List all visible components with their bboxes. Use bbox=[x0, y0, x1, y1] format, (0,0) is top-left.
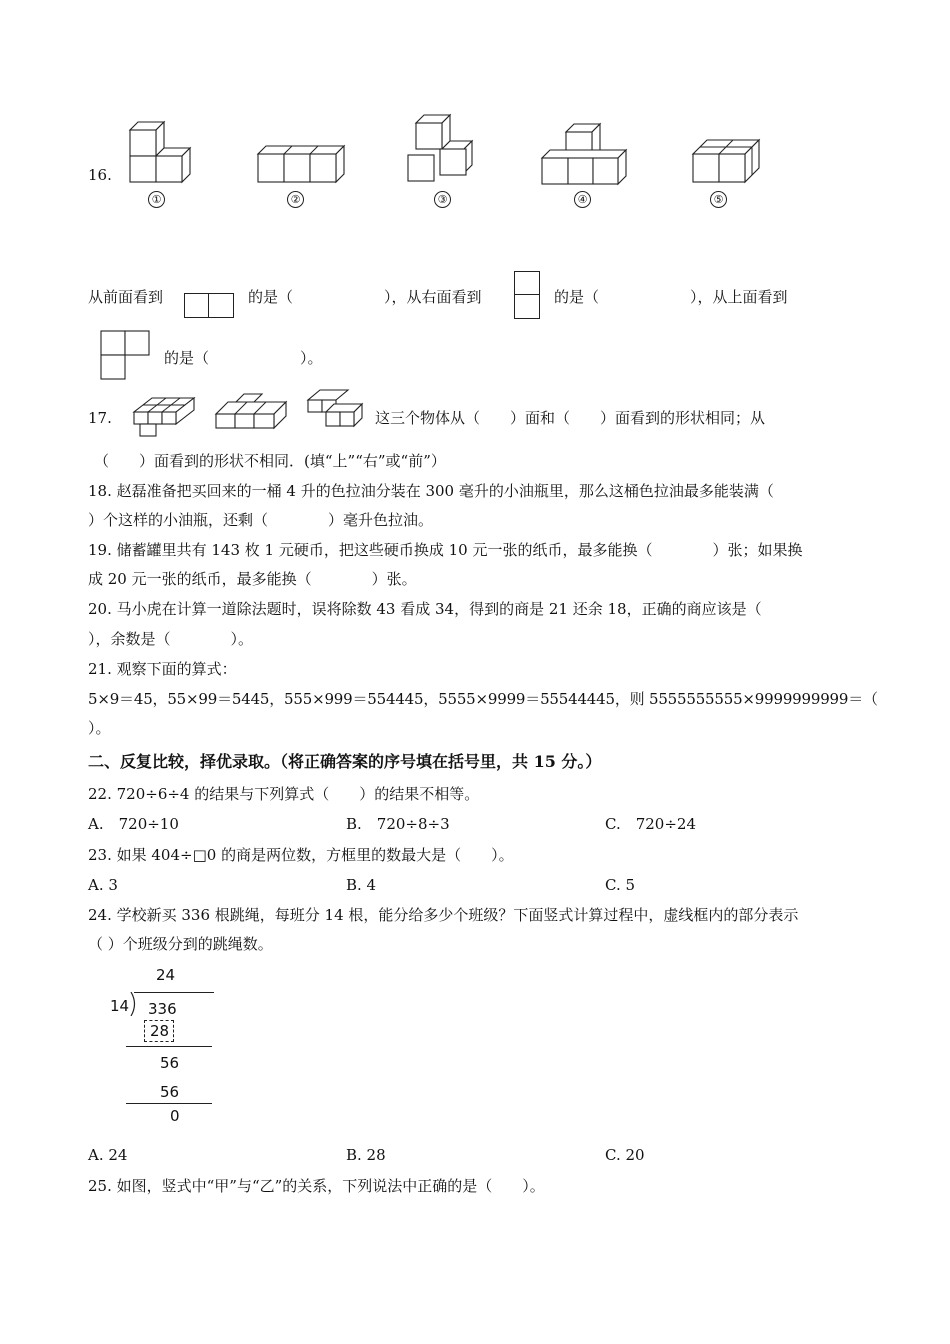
q24-line-2: （ ）个班级分到的跳绳数。 bbox=[88, 935, 273, 953]
q16-close-text-1: ），从右面看到 bbox=[384, 288, 482, 306]
q24-option-a[interactable]: A. 24 bbox=[88, 1146, 128, 1164]
division-quotient: 24 bbox=[156, 966, 176, 984]
q21-line-3: ）。 bbox=[88, 719, 111, 737]
q16-is-text-2: 的是（ bbox=[554, 288, 600, 306]
q16-close-text-2: ），从上面看到 bbox=[690, 288, 788, 306]
q16-top-view-shape bbox=[100, 330, 152, 380]
q23-option-a[interactable]: A. 3 bbox=[88, 876, 118, 894]
q22-option-a[interactable]: A. 720÷10 bbox=[88, 815, 179, 833]
q25-stem: 25. 如图，竖式中“甲”与“乙”的关系，下列说法中正确的是（ ）。 bbox=[88, 1177, 545, 1195]
q16-figure-4 bbox=[540, 120, 630, 186]
q21-line-2: 5×9＝45，55×99＝5445，555×999＝554445，5555×9999＝55544445，则 5555555555×9999999999＝（ bbox=[88, 690, 878, 708]
division-divisor: 14 bbox=[110, 997, 130, 1015]
q19-line-2: 成 20 元一张的纸币，最多能换（ ）张。 bbox=[88, 570, 417, 588]
q16-right-view-shape bbox=[514, 271, 540, 319]
q16-is-text-3: 的是（ bbox=[164, 349, 210, 367]
q22-option-c[interactable]: C. 720÷24 bbox=[605, 815, 696, 833]
division-step-1: 28 bbox=[150, 1022, 170, 1040]
q17-object-1 bbox=[128, 396, 202, 438]
q24-option-b[interactable]: B. 28 bbox=[346, 1146, 386, 1164]
q17-line-2: （ ）面看到的形状不相同．(填“上”“右”或“前”） bbox=[94, 452, 446, 470]
q18-line-1: 18. 赵磊准备把买回来的一桶 4 升的色拉油分装在 300 毫升的小油瓶里，那么这桶色拉油最多能装满（ bbox=[88, 482, 774, 500]
q16-front-view-shape bbox=[184, 293, 234, 318]
q18-line-2: ）个这样的小油瓶，还剩（ ）毫升色拉油。 bbox=[88, 511, 434, 529]
q17-object-3 bbox=[304, 388, 366, 432]
q16-number: 16. bbox=[88, 166, 112, 184]
q17-line-1: 这三个物体从（ ）面和（ ）面看到的形状相同；从 bbox=[375, 409, 766, 427]
q17-number: 17. bbox=[88, 409, 112, 427]
q22-option-b[interactable]: B. 720÷8÷3 bbox=[346, 815, 450, 833]
q20-line-1: 20. 马小虎在计算一道除法题时，误将除数 43 看成 34，得到的商是 21 还余 18，正确的商应该是（ bbox=[88, 600, 762, 618]
q23-stem: 23. 如果 404÷□0 的商是两位数，方框里的数最大是（ ）。 bbox=[88, 846, 514, 864]
division-step-2: 56 bbox=[160, 1054, 180, 1072]
division-step-3: 56 bbox=[160, 1083, 180, 1101]
q16-figure-1 bbox=[126, 118, 196, 184]
q16-label-5: ⑤ bbox=[710, 191, 727, 208]
q20-line-2: ），余数是（ ）。 bbox=[88, 630, 254, 648]
q16-label-3: ③ bbox=[434, 191, 451, 208]
q17-object-2 bbox=[214, 392, 290, 432]
q16-label-2: ② bbox=[287, 191, 304, 208]
q16-close-text-3: ）。 bbox=[300, 349, 323, 367]
q16-is-text-1: 的是（ bbox=[248, 288, 294, 306]
q16-label-1: ① bbox=[148, 191, 165, 208]
q19-line-1: 19. 储蓄罐里共有 143 枚 1 元硬币，把这些硬币换成 10 元一张的纸币，最多能换（ ）张；如果换 bbox=[88, 541, 803, 559]
section-2-title: 二、反复比较，择优录取。（将正确答案的序号填在括号里，共 15 分。） bbox=[88, 752, 602, 771]
q16-front-text: 从前面看到 bbox=[88, 288, 164, 306]
q23-option-c[interactable]: C. 5 bbox=[605, 876, 636, 894]
division-remainder: 0 bbox=[170, 1107, 180, 1125]
division-dividend: 336 bbox=[148, 1000, 177, 1018]
q16-figure-3 bbox=[404, 113, 478, 185]
q23-option-b[interactable]: B. 4 bbox=[346, 876, 377, 894]
q16-figure-2 bbox=[254, 144, 346, 184]
long-division bbox=[100, 962, 230, 1132]
q16-label-4: ④ bbox=[574, 191, 591, 208]
q16-figure-5 bbox=[689, 138, 763, 186]
q22-stem: 22. 720÷6÷4 的结果与下列算式（ ）的结果不相等。 bbox=[88, 785, 480, 803]
q24-line-1: 24. 学校新买 336 根跳绳，每班分 14 根，能分给多少个班级？下面竖式计算过程中，虚线框内的部分表示 bbox=[88, 906, 799, 924]
q21-line-1: 21. 观察下面的算式： bbox=[88, 660, 237, 678]
q24-option-c[interactable]: C. 20 bbox=[605, 1146, 645, 1164]
